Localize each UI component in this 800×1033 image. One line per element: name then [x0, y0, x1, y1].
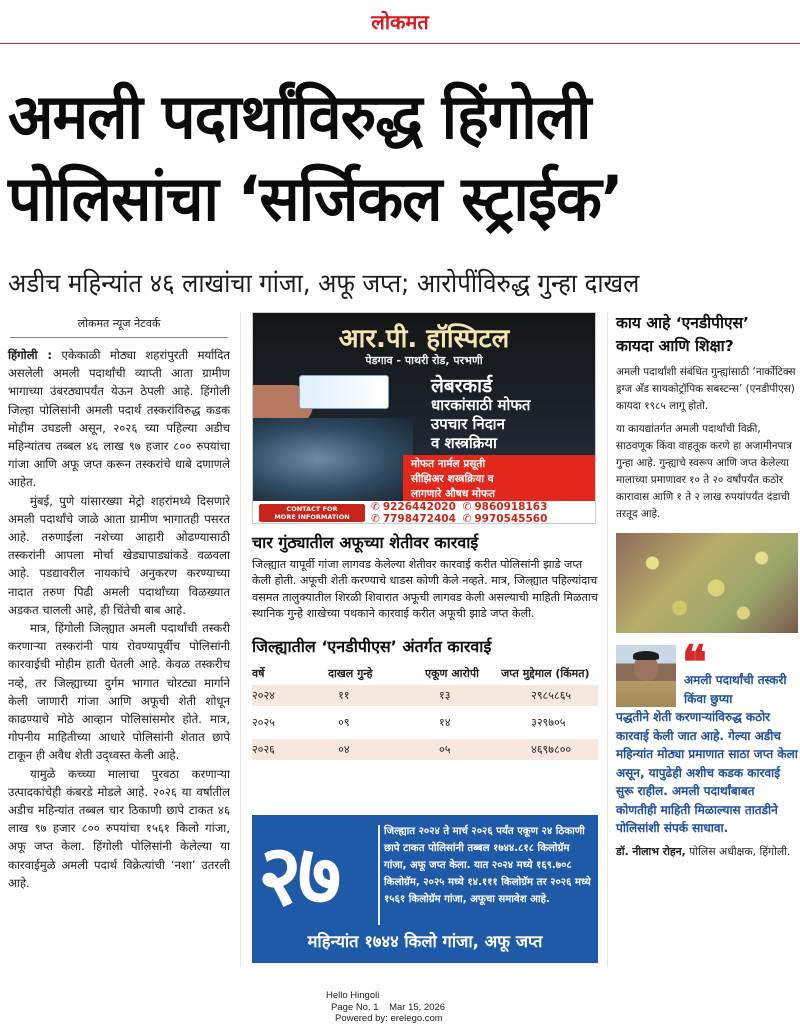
stat-footer: महिन्यांत १७४४ किलो गांजा, अफू जप्त: [307, 932, 543, 951]
stat-description: जिल्ह्यात २०२४ ते मार्च २०२६ पर्यंत एकूण २४ ठिकाणी छापे टाकत पोलिसांनी तब्बल १७४४.८१८ किलोग्रॅम गांजा, अफू जप्त केला. यात २०२४ मध्ये १६९.७०८ किलोग्रॅम, २०२५ मध्ये १४.१११ किलोग्रॅम तर २०२६ मध्ये १५६१ किलोग्रॅम गांजा, अफूचा समावेश आहे.: [384, 826, 591, 905]
hair: [633, 651, 659, 660]
sidebar-column: [616, 312, 798, 860]
phone-icon: ✆: [462, 501, 472, 513]
phone-number[interactable]: 9860918163: [474, 501, 548, 513]
ndps-law-title: [616, 312, 798, 358]
column-divider: [607, 312, 608, 967]
column-header: वर्षे: [252, 667, 265, 681]
ad-promo-text: [431, 377, 530, 453]
seizure-stat-box: [252, 815, 598, 963]
table-header-row: [252, 664, 598, 685]
main-story-column: [8, 312, 230, 892]
column-header: जप्त मुद्देमाल (किंमत): [501, 667, 590, 681]
title-line: काय आहे ‘एनडीपीएस’: [616, 314, 749, 332]
ad-address: पेडगाव - पाथरी रोड, परभणी: [365, 354, 483, 367]
ndps-law-para-1: अमली पदार्थांशी संबंधित गुन्ह्यांसाठी ‘नार्कोटिक्स ड्रग्ज अँड सायकोट्रॉपिक सबस्टन्स’ (एनडीपीएस) कायदा १९८५ लागू होतो.: [616, 366, 796, 412]
page-info: Page No. 1 Mar 15, 2026: [331, 1001, 446, 1013]
headline-line-1: अमली पदार्थांविरुद्ध हिंगोली: [8, 80, 591, 153]
quote-attribution: [616, 844, 798, 860]
officer-photo: [616, 645, 676, 707]
masthead: [0, 0, 800, 44]
ndps-stats-table: [252, 664, 598, 760]
officer-quote: [616, 635, 798, 860]
contact-info-badge: [259, 504, 365, 522]
column-divider: [240, 312, 241, 967]
ndps-law-para-2: या कायद्यांतर्गत अमली पदार्थांची विक्री, साठवणूक किंवा वाहतूक करणे हा अजामीनपात्र गुन्हा आहे. गुन्ह्याचे स्वरूप आणि जप्त केलेल्या मालाच्या प्रमाणावर १० ते २० वर्षांपर्यंत कठोर कारावास आणि १ ते २ लाख रुपयांपर्यंत दंडाची तरतूद आहे.: [616, 423, 792, 520]
subheadline: अडीच महिन्यांत ४६ लाखांचा गांजा, अफू जप्त; आरोपींविरुद्ध गुन्हा दाखल: [8, 269, 640, 299]
phone-number[interactable]: 9226442020: [382, 501, 456, 513]
table-cell: ०४: [328, 739, 425, 760]
page-headline: [8, 76, 798, 240]
phone-icon: ✆: [462, 513, 472, 524]
table-cell: ४६९७८००: [501, 739, 598, 760]
officer-role: पोलिस अधीक्षक, हिंगोली.: [685, 844, 791, 858]
ad-title: आर.पी. हॉस्पिटल: [338, 324, 510, 354]
paragraph-text: एकेकाळी मोठ्या शहरांपुरती मर्यादित असलेली अमली पदार्थांची व्याप्ती आता ग्रामीण भागाच्या उंबरठ्यापर्यंत येऊन ठेपली आहे. हिंगोली जिल्हा पोलिसांनी अमली पदार्थ तस्करांविरुद्ध कडक मोहीम उघडली असून, २०२६ च्या पहिल्या अडीच महिन्यांतच तब्बल ४६ लाख ९७ हजार ८०० रुपयांचा गांजा आणि अफू जप्त करून तस्करांचे धाबे दणाणले आहेत.: [8, 348, 231, 490]
quote-first-line: अमली पदार्थांची तस्करी किंवा छुप्या: [684, 673, 787, 706]
labour-card-image: [299, 375, 389, 409]
table-cell: ११: [328, 685, 425, 706]
opium-field-photo: [616, 533, 798, 633]
middle-column: [252, 312, 598, 951]
page-footer: [322, 990, 482, 1025]
table-cell: ०५: [425, 739, 501, 760]
hospital-advertisement[interactable]: [252, 312, 596, 524]
table-cell: २०२४: [252, 685, 328, 706]
headline-line-2: पोलिसांचा ‘सर्जिकल स्ट्राईक’: [8, 162, 623, 235]
table-cell: २९८५८६५: [501, 685, 598, 706]
column-header: एकूण आरोपी: [424, 667, 479, 681]
dateline: हिंगोली :: [8, 348, 52, 362]
ad-offer-box: [403, 455, 596, 501]
promo-line: धारकांसाठी मोफत: [431, 396, 531, 414]
table-cell: ३२९७०५: [531, 716, 566, 730]
divider-line: [378, 825, 380, 925]
table-cell: २०२५: [252, 716, 275, 730]
table-cell: १४: [438, 716, 451, 730]
lokmat-logo: लोकमत: [371, 10, 429, 34]
surgery-photo: [253, 418, 413, 500]
stat-big-number: २७: [258, 826, 338, 924]
story-paragraph-4: यामुळे कच्च्या मालाचा पुरवठा करणाऱ्या उत्पादकांचेही कंबरडे मोडले आहे. २०२६ या वर्षातील अडीच महिन्यांत तब्बल चार ठिकाणी छापे टाकत ४६ लाख ९७ हजार ८०० रुपयांचा १५६१ किलो गांजा, अफू जप्त केला. हिंगोली पोलिसांनी केलेल्या या कारवाईमुळे अमली पदार्थ विक्रेत्यांची ‘नशा’ उतरली आहे.: [8, 766, 230, 890]
opium-section-title: चार गुंठ्यातील अफूच्या शेतीवर कारवाई: [252, 533, 479, 552]
promo-line: उपचार निदान: [431, 415, 505, 433]
quote-rest: पद्धतीने शेती करणाऱ्यांविरुद्ध कठोर कारवाई केली जात आहे. गेल्या अडीच महिन्यांत मोठ्या प्रमाणात साठा जप्त केला असून, यापुढेही अशीच कडक कारवाई सुरू राहील. अमली पदार्थांबाबत कोणतीही माहिती मिळाल्यास तातडीने पोलिसांशी संपर्क साधावा.: [616, 710, 798, 835]
table-row: [252, 685, 598, 706]
table-row: [252, 712, 598, 733]
phone-icon: ✆: [371, 513, 380, 524]
offer-line: मोफत नार्मल प्रसूती: [411, 458, 486, 470]
promo-line: लेबरकार्ड: [431, 375, 493, 397]
phone-numbers: [371, 501, 596, 524]
table-row: [252, 739, 598, 760]
table-cell: २०२६: [252, 739, 328, 760]
powered-by-link[interactable]: Powered by: erelego.com: [335, 1013, 443, 1024]
story-paragraph-2: मुंबई, पुणे यांसारख्या मेट्रो शहरांमध्ये दिसणारे अमली पदार्थांचे जाळे आता ग्रामीण भागातही पसरत आहे. तरुणाईला नशेच्या आहारी ओढण्यासाठी तस्करांनी आपला मोर्चा खेड्यापाड्यांकडे वळवला आहे. पडद्यावरील नायकांचे अनुकरण करण्याच्या नादात तरुण पिढी अमली पदार्थांच्या विळख्यात अडकत चालली आहे, ही चिंतेची बाब आहे.: [8, 493, 230, 617]
column-header: दाखल गुन्हे: [328, 667, 373, 681]
offer-line: लागणारे औषध मोफत: [411, 488, 496, 500]
phone-icon: ✆: [371, 501, 380, 513]
story-paragraph-1: [8, 346, 230, 492]
title-line: कायदा आणि शिक्षा?: [616, 337, 734, 355]
table-cell: ०९: [338, 716, 350, 730]
phone-number[interactable]: 7798472404: [382, 513, 456, 524]
officer-name: डॉ. नीलाभ रोहन,: [616, 844, 686, 858]
edition-name: Hello Hingoli: [326, 990, 380, 1001]
story-paragraph-3: मात्र, हिंगोली जिल्ह्यात अमली पदार्थांची तस्करी करणाऱ्या तस्करांनी पाय रोवण्यापूर्वीच पोलिसांनी कारवाईची मोहीम हाती घेतली आहे. केवळ तस्करीच नव्हे, तर जिल्ह्याच्या दुर्गम भागात चोरट्या मार्गाने केली जाणारी गांजा आणि अफूची शेती शोधून काढण्याचे मोठे आव्हान पोलिसांसमोर होते. मात्र, गोपनीय माहितीच्या आधारे पोलिसांनी शेतात छापे टाकून ही अवैध शेती उद्ध्वस्त केली आहे.: [8, 621, 230, 763]
promo-line: व शस्त्रक्रिया: [431, 434, 497, 452]
quote-icon: ❝: [682, 635, 707, 689]
opium-section-text: जिल्ह्यात यापूर्वी गांजा लागवड केलेल्या शेतीवर कारवाई करीत पोलिसांनी झाडे जप्त केली होती. अफूची शेती करण्याचे धाडस कोणी केले नव्हते. मात्र, जिल्ह्यात पहिल्यांदाच वसमत तालुक्यातील शिरळी शिवारात अफूची लागवड केली असल्याची माहिती मिळताच स्थानिक गुन्हे शाखेच्या पथकाने कारवाई करीत अफूची झाडे जप्त केली.: [252, 558, 598, 620]
offer-line: सीझिअर शस्त्रक्रिया व: [411, 473, 494, 485]
ndps-table-title: जिल्ह्यातील ‘एनडीपीएस’ अंतर्गत कारवाई: [252, 637, 492, 657]
byline: लोकमत न्यूज नेटवर्क: [10, 312, 228, 338]
contact-label: CONTACT FOR: [286, 505, 338, 513]
phone-number[interactable]: 9970545560: [474, 513, 548, 524]
table-cell: १३: [425, 685, 501, 706]
contact-label: MORE INFORMATION: [274, 513, 350, 521]
